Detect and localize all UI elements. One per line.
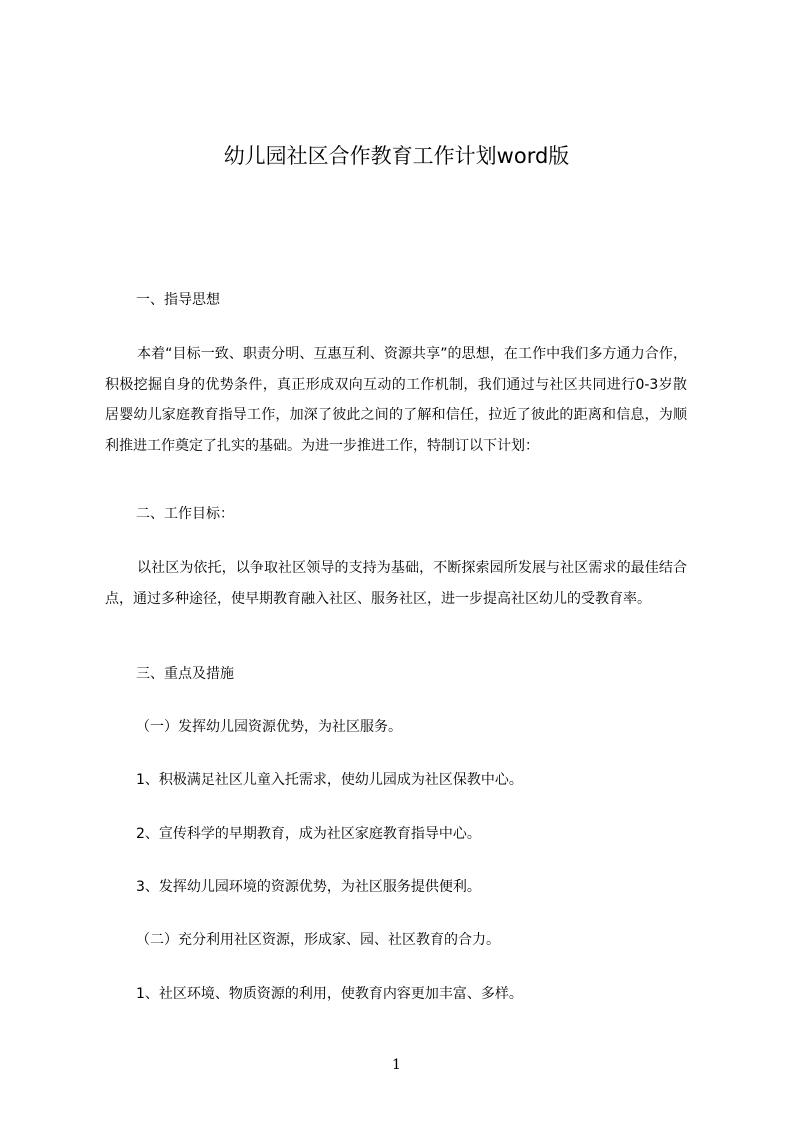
paragraph-work-goals: 以社区为依托，以争取社区领导的支持为基础，不断探索园所发展与社区需求的最佳结合点，通过多种途径，使早期教育融入社区、服务社区，进一步提高社区幼儿的受教育率。 — [105, 560, 687, 607]
list-item-2: 2、宣传科学的早期教育，成为社区家庭教育指导中心。 — [136, 826, 481, 842]
list-item-4: 1、社区环境、物质资源的利用，使教育内容更加丰富、多样。 — [136, 986, 523, 1002]
page-number: 1 — [392, 1057, 401, 1073]
document-title: 幼儿园社区合作教育工作计划word版 — [223, 144, 570, 168]
list-item-1: 1、积极满足社区儿童入托需求，使幼儿园成为社区保教中心。 — [136, 772, 523, 788]
section-heading-guiding-thought: 一、指导思想 — [136, 292, 220, 308]
section-heading-key-measures: 三、重点及措施 — [136, 666, 234, 682]
subsection-heading-1: （一）发挥幼儿园资源优势，为社区服务。 — [136, 719, 402, 735]
section-heading-work-goals: 二、工作目标： — [136, 506, 234, 522]
paragraph-guiding-thought: 本着“目标一致、职责分明、互惠互利、资源共享”的思想，在工作中我们多方通力合作，积极挖掘自身的优势条件，真正形成双向互动的工作机制，我们通过与社区共同进行0-3岁散居婴幼儿家庭教育指导工作，加深了彼此之间的了解和信任，拉近了彼此的距离和信息，为顺利推进工作奠定了扎实的基础。为进一步推进工作，特制订以下计划： — [105, 346, 687, 454]
subsection-heading-2: （二）充分利用社区资源，形成家、园、社区教育的合力。 — [136, 932, 500, 948]
list-item-3: 3、发挥幼儿园环境的资源优势，为社区服务提供便利。 — [136, 879, 481, 895]
